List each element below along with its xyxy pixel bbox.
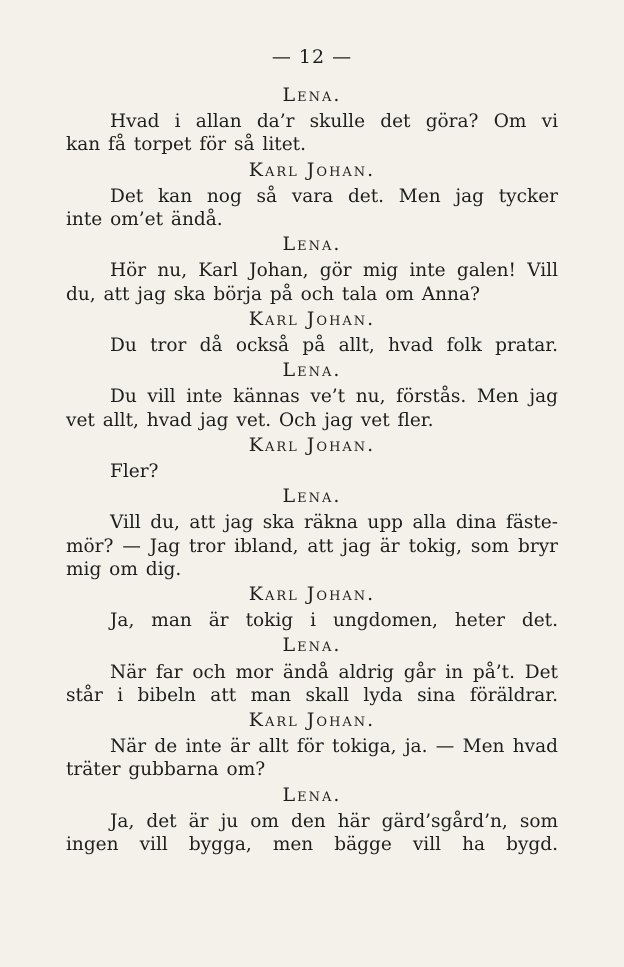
dialogue-text xyxy=(66,82,558,856)
page-number: — 12 — xyxy=(271,46,353,68)
dialogue-line: När de inte är allt för tokiga, ja. — Men hvad xyxy=(110,736,558,758)
speaker-karl-johan: Karl Johan. xyxy=(248,583,376,606)
dialogue-line: mör? — Jag tror ibland, att jag är tokig, som bryr xyxy=(66,535,558,557)
dialogue-line: du, att jag ska börja på och tala om Anna? xyxy=(66,283,480,305)
speaker-lena: Lena. xyxy=(282,783,342,806)
speaker-karl-johan: Karl Johan. xyxy=(248,433,376,456)
dialogue-line: Vill du, att jag ska räkna upp alla dina fäste- xyxy=(110,512,558,534)
dialogue-line: inte om’et ändå. xyxy=(66,209,223,231)
speaker-karl-johan: Karl Johan. xyxy=(248,307,376,330)
dialogue-line: Du vill inte kännas ve’t nu, förstås. Men jag xyxy=(110,386,558,408)
speaker-lena: Lena. xyxy=(282,84,342,106)
dialogue-line: Fler? xyxy=(110,461,159,483)
dialogue-line: Du tror då också på allt, hvad folk pratar. xyxy=(110,335,558,357)
dialogue-line: Hör nu, Karl Johan, gör mig inte galen! Vill xyxy=(110,260,558,282)
speaker-karl-johan: Karl Johan. xyxy=(248,158,376,181)
speaker-lena: Lena. xyxy=(282,634,342,657)
dialogue-line: står i bibeln att man skall lyda sina föräldrar. xyxy=(66,684,558,706)
speaker-lena: Lena. xyxy=(282,485,342,508)
dialogue-line: kan få torpet för så litet. xyxy=(66,134,306,156)
dialogue-line: träter gubbarna om? xyxy=(66,759,266,781)
dialogue-line: Ja, det är ju om den här gärd’sgård’n, som xyxy=(110,810,558,832)
speaker-karl-johan: Karl Johan. xyxy=(248,709,376,732)
speaker-lena: Lena. xyxy=(282,233,342,256)
dialogue-line: mig om dig. xyxy=(66,558,182,580)
dialogue-line: Hvad i allan da’r skulle det göra? Om vi xyxy=(110,111,558,133)
speaker-lena: Lena. xyxy=(282,359,342,382)
dialogue-line: Det kan nog så vara det. Men jag tycker xyxy=(110,185,558,207)
dialogue-line: Ja, man är tokig i ungdomen, heter det. xyxy=(110,610,558,632)
dialogue-line: ingen vill bygga, men bägge vill ha bygd. xyxy=(66,834,558,856)
dialogue-line: När far och mor ändå aldrig går in på’t. Det xyxy=(110,661,558,683)
dialogue-line: vet allt, hvad jag vet. Och jag vet fler. xyxy=(66,409,434,431)
